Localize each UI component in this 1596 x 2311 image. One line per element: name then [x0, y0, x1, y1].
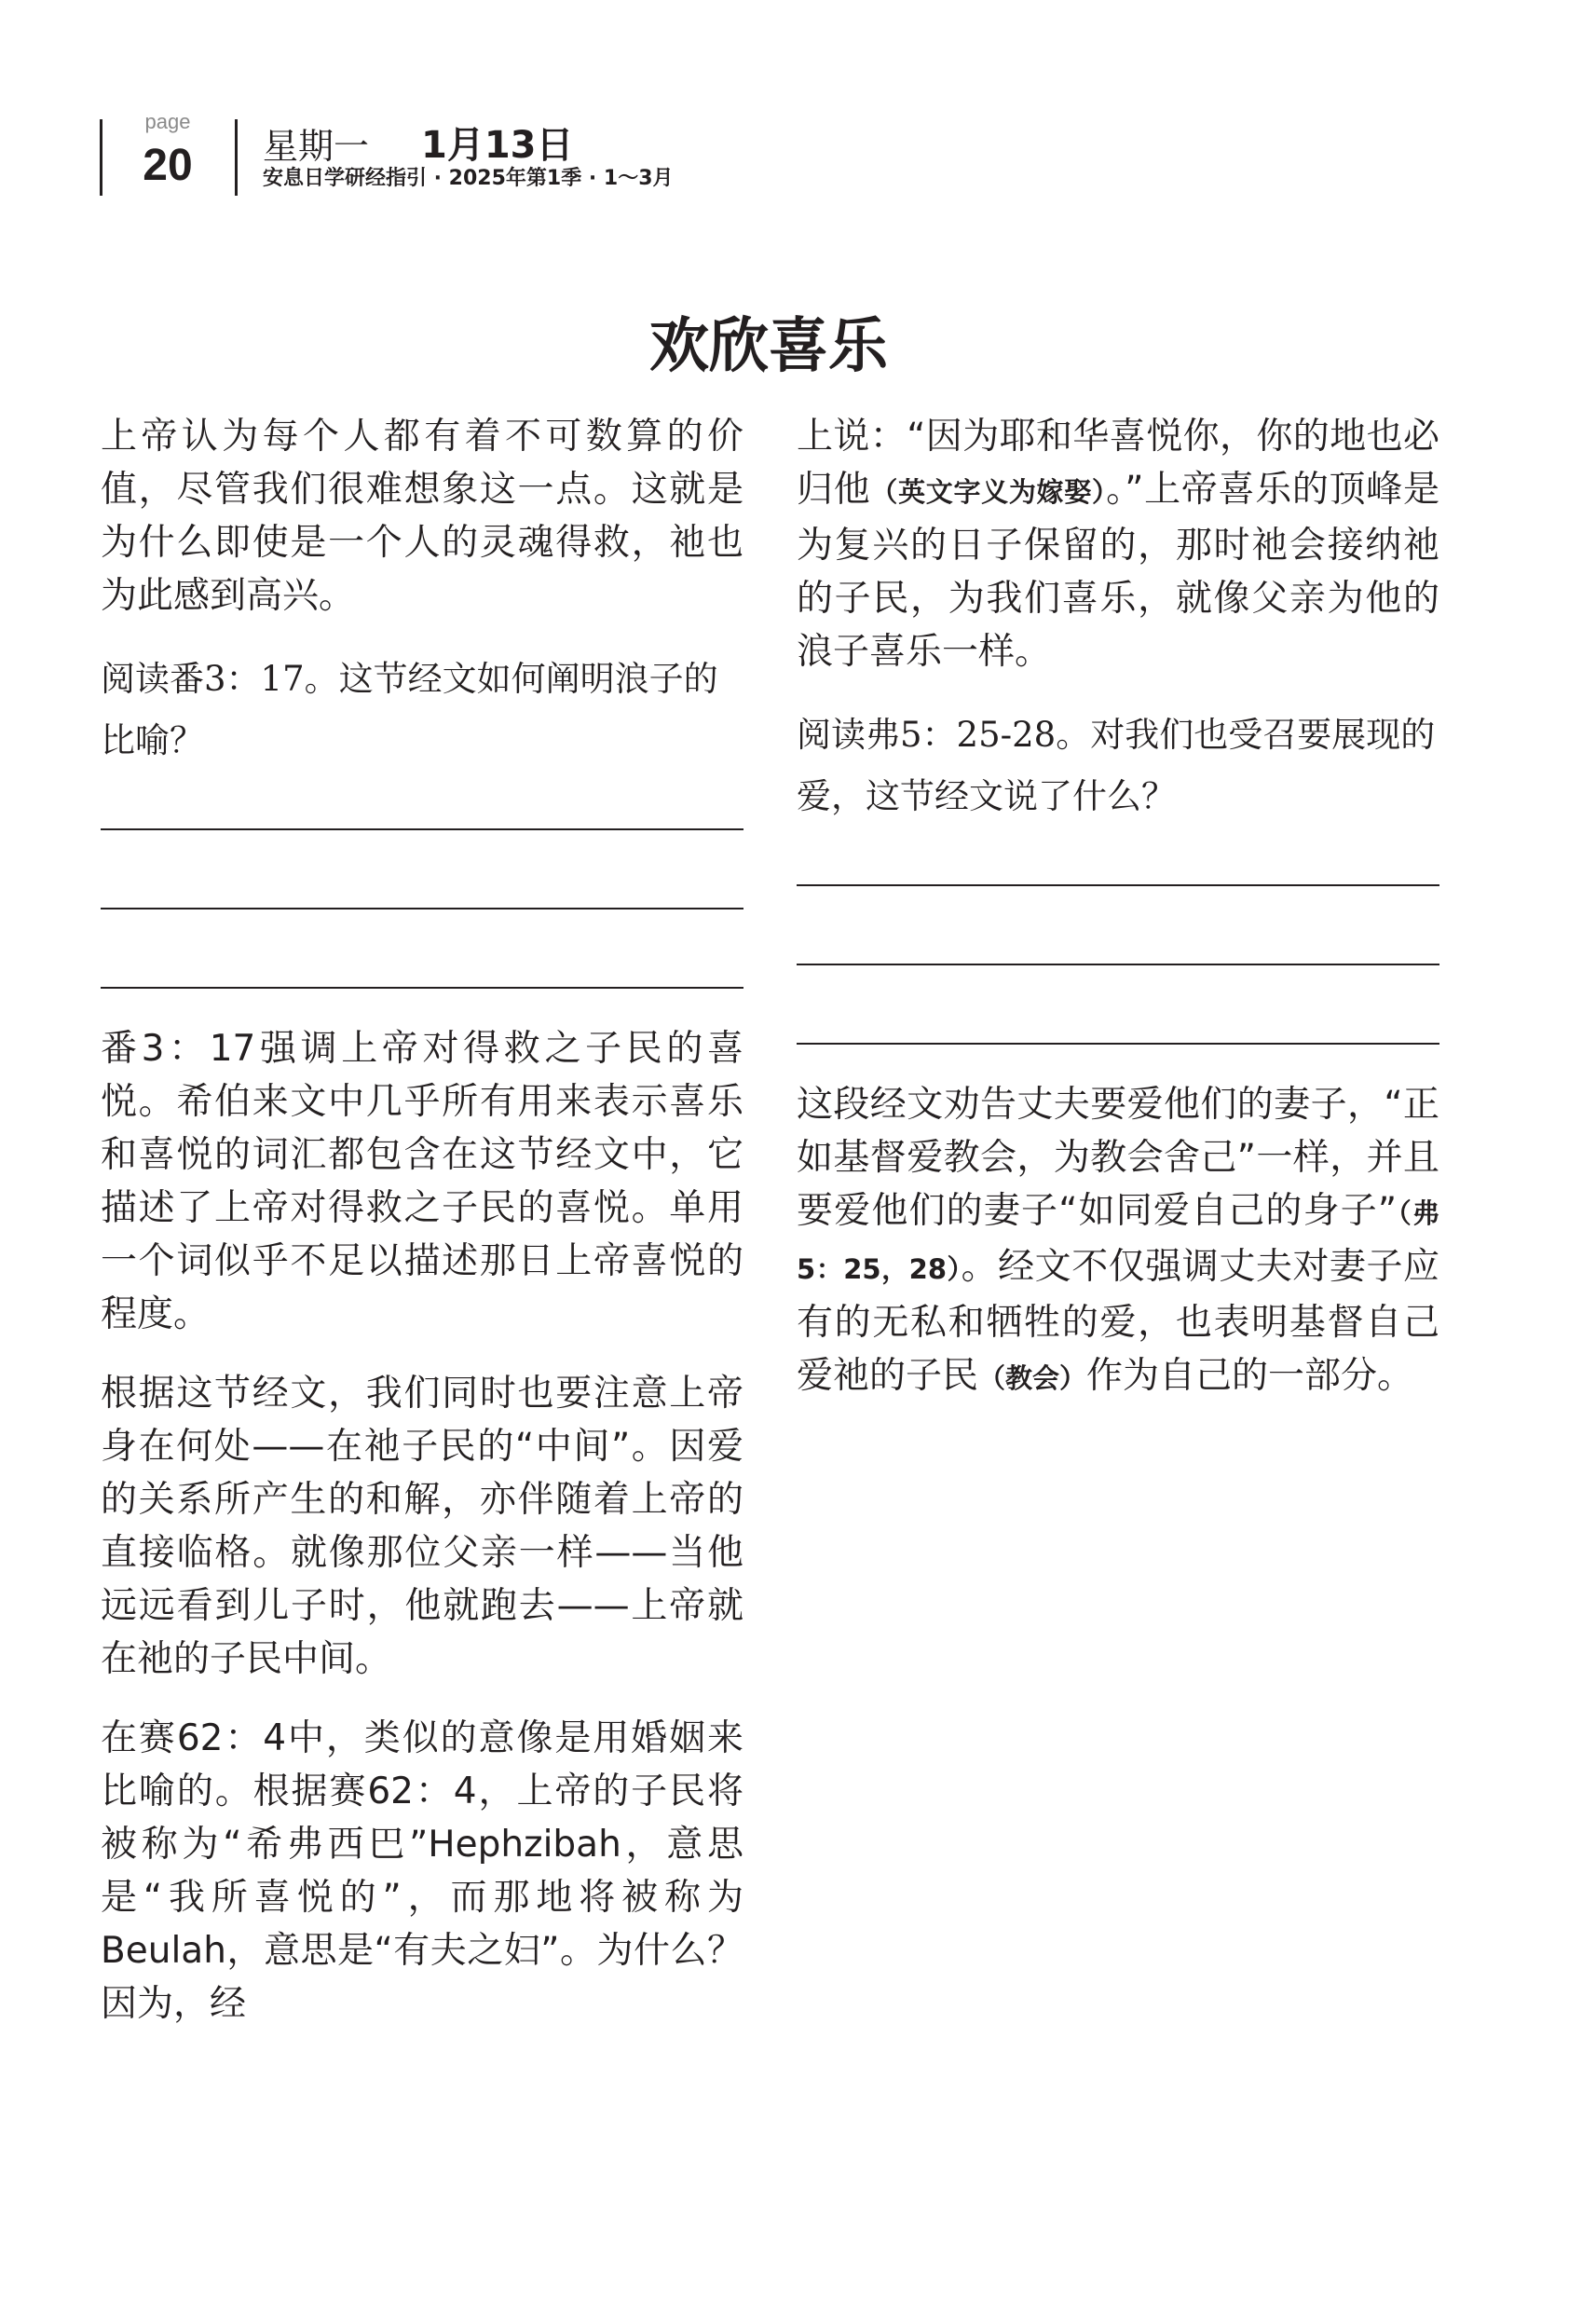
quarterly-subtitle: 安息日学研经指引 · 2025年第1季 · 1～3月 [263, 167, 674, 190]
lesson-title: 欢欣喜乐 [649, 311, 888, 381]
text-run: 。经文不仅强调丈夫对妻子应有的无私和牺牲的爱，也表明基督自己爱祂的子民 [797, 1246, 1439, 1397]
scripture-reference: （弗5：25，28） [797, 1197, 1439, 1285]
paragraph: 根据这节经文，我们同时也要注意上帝身在何处——在祂子民的“中间”。因爱的关系所产生的和解，亦伴随着上帝的直接临格。就像那位父亲一样——当他远远看到儿子时，他就跑去——上帝就在祂的子民中间。 [101, 1373, 743, 1680]
translation-note: （英文字义为嫁娶） [870, 476, 1107, 508]
weekday: 星期一 [263, 126, 370, 167]
page-header [0, 0, 1596, 214]
text-run: 作为自己的一部分。 [1086, 1355, 1414, 1397]
paragraph [797, 410, 1439, 678]
header-divider-left [100, 119, 102, 196]
paragraph [797, 1078, 1439, 1405]
text-run: 这段经文劝告丈夫要爱他们的妻子，“正如基督爱教会，为教会舍己”一样，并且要爱他们的妻子“如同爱自己的身子” [797, 1084, 1439, 1232]
page-number: 20 [143, 141, 193, 190]
study-question: 阅读番3：17。这节经文如何阐明浪子的比喻？ [101, 659, 718, 760]
left-column [101, 410, 743, 2057]
answer-lines [797, 883, 1439, 1045]
lesson-date: 1月13日 [421, 124, 574, 167]
paragraph: 在赛62：4中，类似的意像是用婚姻来比喻的。根据赛62：4，上帝的子民将被称为“希弗西巴”Hephzibah，意思是“我所喜悦的”，而那地将被称为Beulah，意思是“有夫之妇”。为什么？因为，经 [101, 1717, 743, 2025]
parenthetical-note: （教会） [978, 1362, 1087, 1394]
text-run: 上说：“因为耶和华喜悦你，你的地也必归他 [797, 416, 1439, 511]
paragraph: 上帝认为每个人都有着不可数算的价值，尽管我们很难想象这一点。这就是为什么即使是一个人的灵魂得救，祂也为此感到高兴。 [101, 416, 743, 617]
answer-lines [101, 827, 743, 989]
answer-line [797, 963, 1439, 965]
answer-line [797, 883, 1439, 886]
answer-line [101, 986, 743, 989]
study-question: 阅读弗5：25-28。对我们也受召要展现的爱，这节经文说了什么？ [797, 715, 1436, 816]
right-column [797, 410, 1439, 1431]
header-divider-right [235, 119, 238, 196]
paragraph: 番3：17强调上帝对得救之子民的喜悦。希伯来文中几乎所有用来表示喜乐和喜悦的词汇都包含在这节经文中，它描述了上帝对得救之子民的喜悦。单用一个词似乎不足以描述那日上帝喜悦的程度。 [101, 1028, 743, 1335]
text-run: 。”上帝喜乐的顶峰是为复兴的日子保留的，那时祂会接纳祂的子民，为我们喜乐，就像父亲为他的浪子喜乐一样。 [797, 469, 1439, 673]
answer-line [101, 827, 743, 830]
answer-line [101, 907, 743, 909]
answer-line [797, 1042, 1439, 1045]
page-label: page [144, 110, 191, 133]
